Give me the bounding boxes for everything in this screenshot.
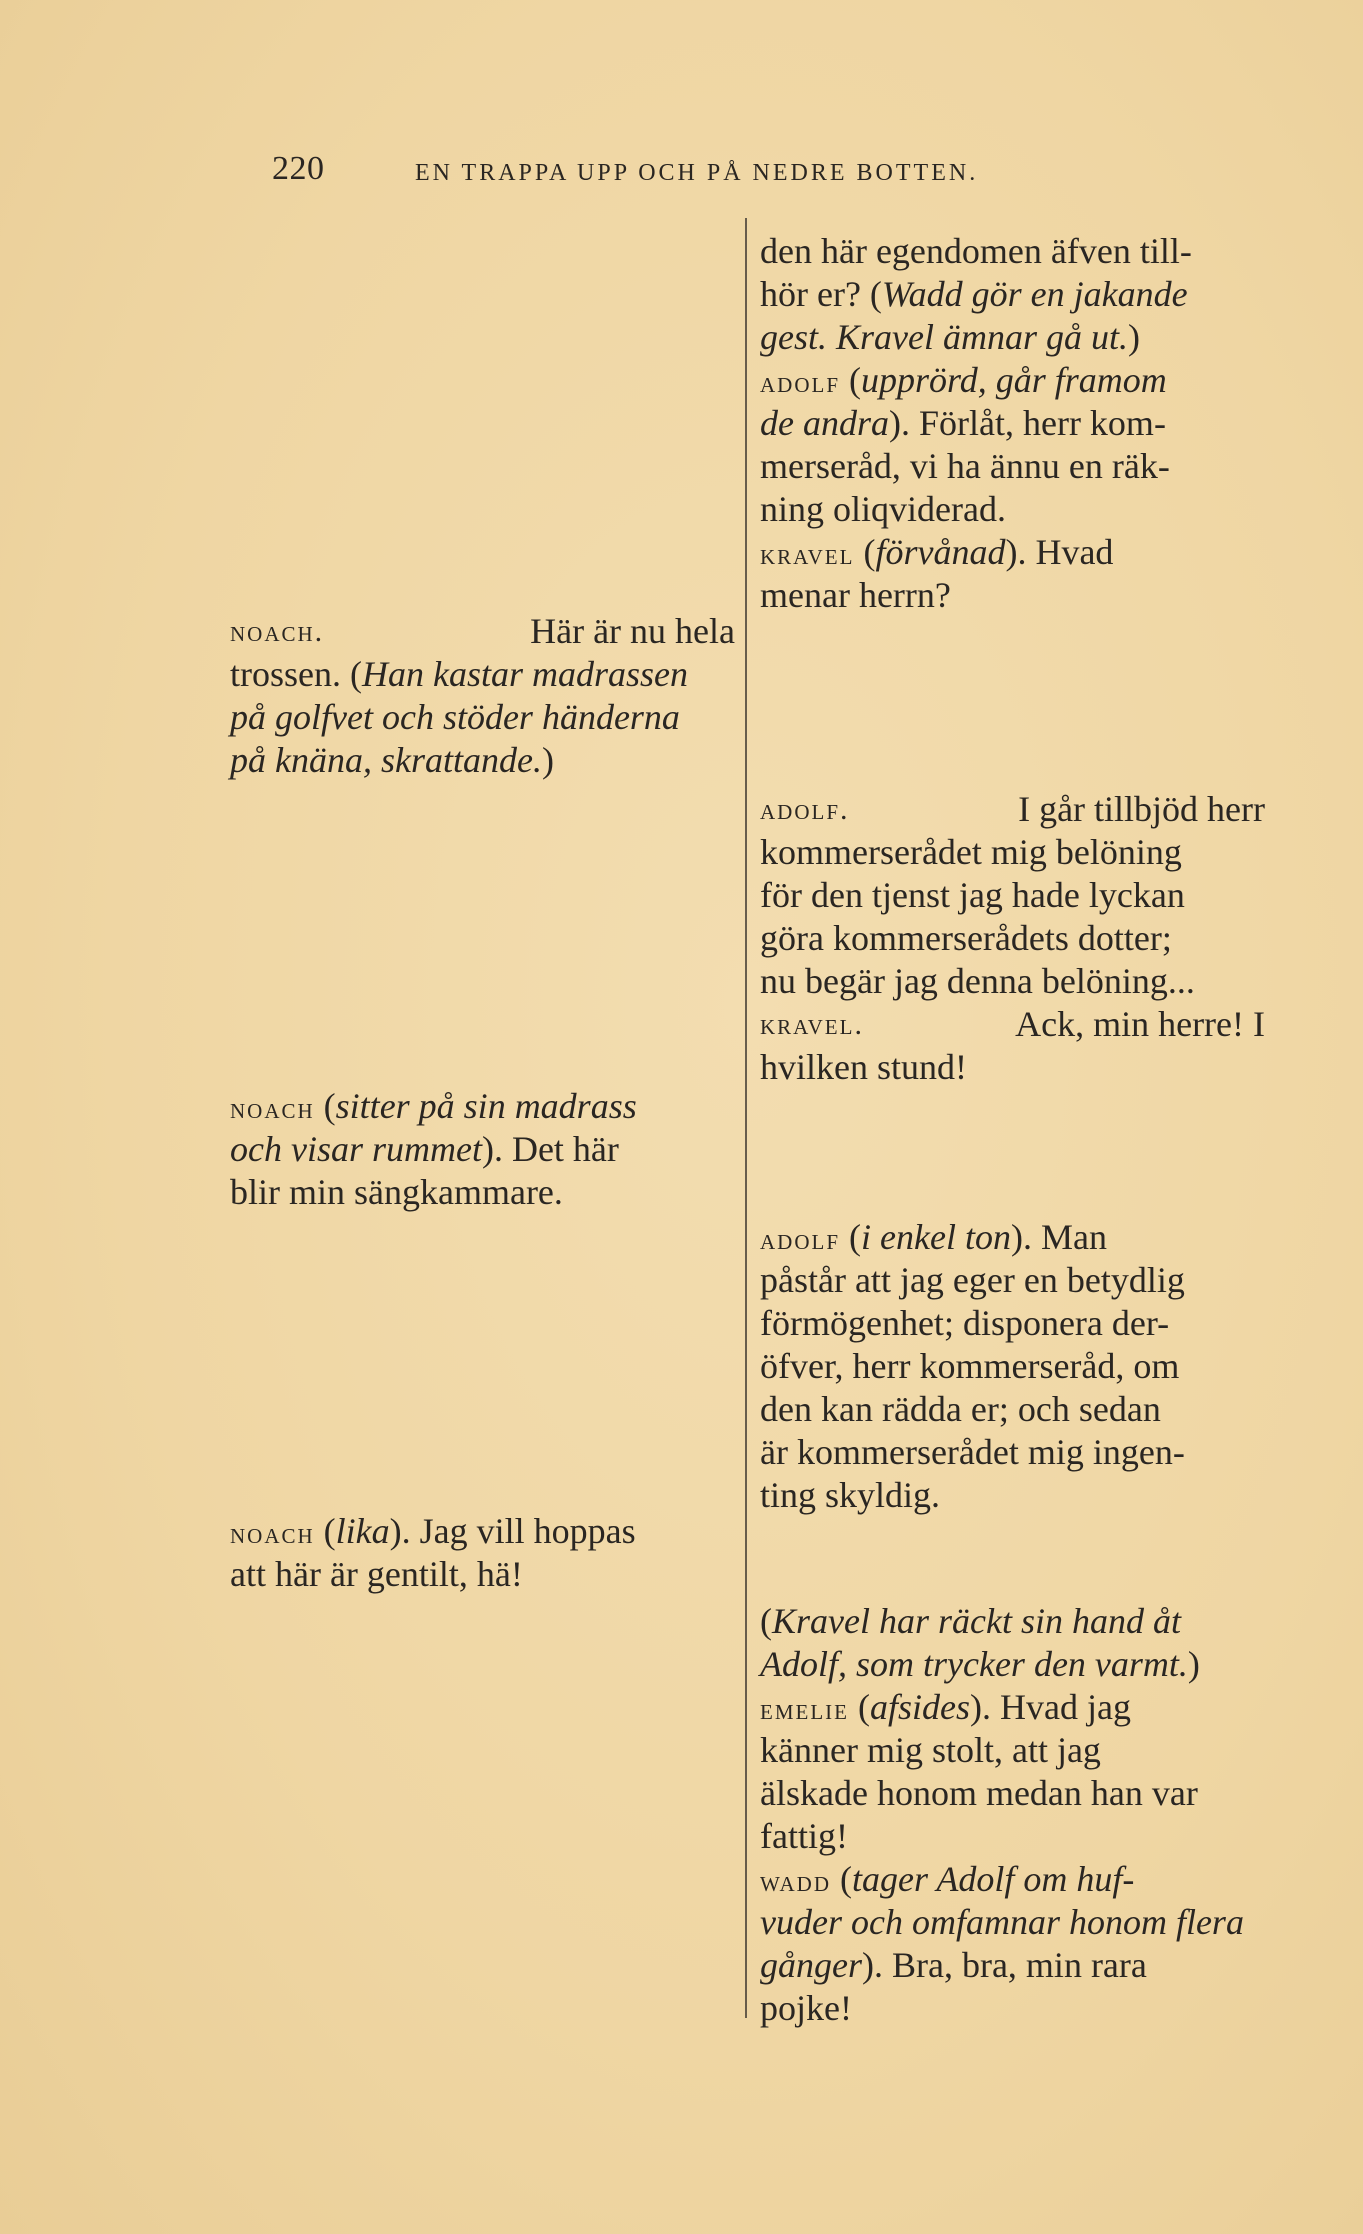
speaker-name: noach — [230, 1517, 315, 1550]
punctuation: ( — [314, 1511, 336, 1551]
text-line — [760, 359, 1265, 402]
right-stage-block-1 — [760, 230, 1265, 617]
stage-direction: sitter på sin madrass — [335, 1086, 637, 1126]
dialogue-text: älskade honom medan han var — [760, 1773, 1198, 1813]
speaker-name: noach — [230, 1092, 315, 1125]
stage-direction: gånger — [760, 1945, 862, 1985]
speaker-name: adolf — [760, 366, 841, 399]
dialogue-text: den här egendomen äfven till- — [760, 231, 1192, 271]
dialogue-text: trossen. ( — [230, 654, 362, 694]
left-stage-block-1 — [230, 610, 735, 782]
dialogue-text: öfver, herr kommerseråd, om — [760, 1346, 1180, 1386]
right-stage-block-4 — [760, 1600, 1265, 2030]
stage-direction: lika — [335, 1511, 390, 1551]
speaker-name: kravel — [760, 538, 855, 571]
text-line — [230, 1510, 735, 1553]
text-line — [760, 1643, 1265, 1686]
speaker-name: adolf. — [760, 793, 850, 826]
text-line — [230, 1128, 735, 1171]
dialogue-text: Ack, min herre! I — [1015, 1004, 1265, 1044]
dialogue-text: ). Hvad — [1005, 532, 1114, 572]
punctuation: ( — [314, 1086, 336, 1126]
dialogue-text: ). Hvad jag — [970, 1687, 1131, 1727]
text-line — [760, 402, 1265, 445]
text-line — [760, 1216, 1265, 1259]
stage-direction: upprörd, går framom — [861, 360, 1167, 400]
punctuation: ( — [854, 532, 876, 572]
dialogue-text: fattig! — [760, 1816, 848, 1856]
right-stage-block-3 — [760, 1216, 1265, 1517]
text-line — [760, 788, 1265, 831]
dialogue-text: pojke! — [760, 1988, 852, 2028]
column-divider — [745, 218, 747, 2018]
stage-direction: på golfvet och stöder händerna — [230, 697, 680, 737]
punctuation: ) — [1187, 1644, 1200, 1684]
dialogue-text: I går tillbjöd herr — [1018, 789, 1265, 829]
text-line — [760, 1944, 1265, 1987]
stage-direction: Wadd gör en jakande — [881, 274, 1188, 314]
punctuation: ( — [840, 1217, 862, 1257]
speaker-name: kravel. — [760, 1008, 864, 1041]
stage-direction: de andra — [760, 403, 889, 443]
stage-direction: Adolf, som trycker den varmt. — [760, 1644, 1188, 1684]
stage-direction: i enkel ton — [861, 1217, 1011, 1257]
page-number: 220 — [272, 150, 325, 187]
punctuation: ) — [1127, 317, 1140, 357]
dialogue-text: Här är nu hela — [530, 611, 735, 651]
dialogue-text: ). Bra, bra, min rara — [862, 1945, 1147, 1985]
text-line — [760, 1686, 1265, 1729]
dialogue-text: att här är gentilt, hä! — [230, 1554, 523, 1594]
text-line — [760, 1858, 1265, 1901]
dialogue-text: hvilken stund! — [760, 1047, 967, 1087]
stage-direction: Kravel har räckt sin hand åt — [772, 1601, 1181, 1641]
dialogue-text: hör er? ( — [760, 274, 882, 314]
dialogue-text: blir min sängkammare. — [230, 1172, 563, 1212]
dialogue-text: ). Det här — [481, 1129, 619, 1169]
speaker-name: emelie — [760, 1693, 849, 1726]
stage-direction: och visar rummet — [230, 1129, 482, 1169]
stage-direction: vuder och omfamnar honom flera — [760, 1902, 1244, 1942]
stage-direction: förvånad — [875, 532, 1006, 572]
dialogue-text: kommerserådet mig belöning — [760, 832, 1182, 872]
text-line — [230, 610, 735, 653]
text-line — [760, 531, 1265, 574]
stage-direction: Han kastar madrassen — [361, 654, 688, 694]
dialogue-text: göra kommerserådets dotter; — [760, 918, 1172, 958]
text-line — [760, 273, 1265, 316]
punctuation: ( — [840, 360, 862, 400]
dialogue-text: nu begär jag denna belöning... — [760, 961, 1195, 1001]
speaker-name: noach. — [230, 615, 325, 648]
dialogue-text: merseråd, vi ha ännu en räk- — [760, 446, 1170, 486]
text-line — [760, 316, 1265, 359]
dialogue-text: ning oliqviderad. — [760, 489, 1006, 529]
speaker-name: adolf — [760, 1223, 841, 1256]
dialogue-text: ). Man — [1010, 1217, 1107, 1257]
punctuation: ( — [760, 1601, 772, 1641]
speaker-name: wadd — [760, 1865, 831, 1898]
text-line — [230, 1085, 735, 1128]
dialogue-text: känner mig stolt, att jag — [760, 1730, 1101, 1770]
right-stage-block-2 — [760, 788, 1265, 1089]
left-stage-block-2 — [230, 1085, 735, 1214]
dialogue-text: för den tjenst jag hade lyckan — [760, 875, 1185, 915]
stage-direction: gest. Kravel ämnar gå ut. — [760, 317, 1128, 357]
running-title: EN TRAPPA UPP OCH PÅ NEDRE BOTTEN. — [415, 160, 979, 186]
text-line — [760, 1003, 1265, 1046]
text-line — [760, 1600, 1265, 1643]
dialogue-text: förmögenhet; disponera der- — [760, 1303, 1170, 1343]
punctuation: ( — [831, 1859, 852, 1899]
dialogue-text: ). Förlåt, herr kom- — [889, 403, 1166, 443]
stage-direction: på knäna, skrattande. — [230, 740, 542, 780]
dialogue-text: menar herrn? — [760, 575, 951, 615]
dialogue-text: påstår att jag eger en betydlig — [760, 1260, 1185, 1300]
punctuation: ) — [541, 740, 554, 780]
left-stage-block-3 — [230, 1510, 735, 1596]
text-line — [230, 739, 735, 782]
dialogue-text: ting skyldig. — [760, 1475, 941, 1515]
dialogue-text: den kan rädda er; och sedan — [760, 1389, 1161, 1429]
stage-direction: afsides — [869, 1687, 970, 1727]
dialogue-text: ). Jag vill hoppas — [389, 1511, 636, 1551]
text-line — [230, 653, 735, 696]
stage-direction: tager Adolf om huf- — [852, 1859, 1135, 1899]
punctuation: ( — [848, 1687, 870, 1727]
dialogue-text: är kommerserådet mig ingen- — [760, 1432, 1185, 1472]
